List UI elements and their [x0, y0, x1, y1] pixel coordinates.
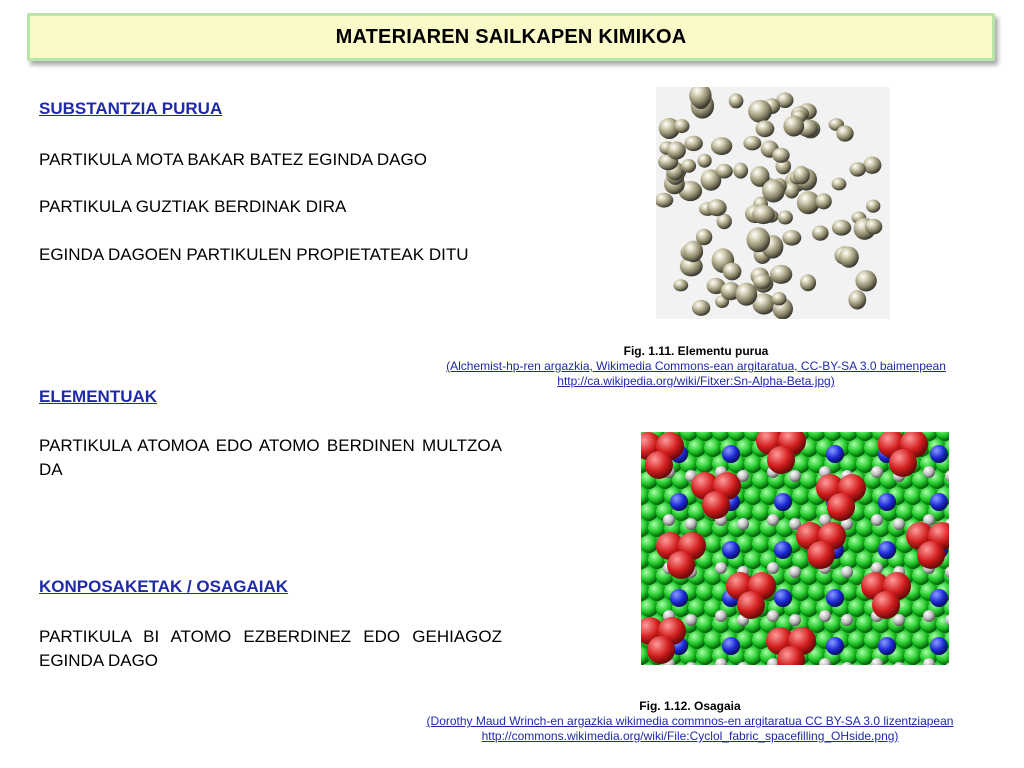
oxygen-atom [702, 491, 730, 519]
tin-pellet [863, 157, 881, 174]
figure-1-title: Fig. 1.11. Elementu purua [623, 344, 769, 358]
oxygen-atom [647, 636, 675, 664]
oxygen-atom [872, 591, 900, 619]
hydrogen-atom [685, 518, 697, 530]
carbon-atom [704, 535, 722, 553]
nitrogen-atom [930, 445, 948, 463]
tin-pellet [778, 211, 793, 225]
figure-2-credit-link[interactable]: (Dorothy Maud Wrinch-en argazkia wikimedia commnos-en argitaratua CC BY-SA 3.0 lizentziapean [426, 714, 954, 728]
nitrogen-atom [774, 541, 792, 559]
tin-pellet [782, 230, 801, 246]
heading-konposaketak: KONPOSAKETAK / OSAGAIAK [39, 577, 289, 596]
hydrogen-atom [767, 610, 779, 622]
oxygen-atom [667, 551, 695, 579]
oxygen-atom [889, 449, 917, 477]
carbon-atom [912, 631, 930, 649]
carbon-atom [904, 487, 922, 505]
hydrogen-atom [871, 514, 883, 526]
tin-pellet [772, 148, 789, 163]
nitrogen-atom [670, 493, 688, 511]
hydrogen-atom [767, 514, 779, 526]
carbon-atom [704, 631, 722, 649]
hydrogen-atom [715, 562, 727, 574]
nitrogen-atom [930, 493, 948, 511]
nitrogen-atom [722, 637, 740, 655]
nitrogen-atom [826, 637, 844, 655]
carbon-atom [696, 583, 714, 601]
figure-1-caption [380, 344, 1012, 389]
oxygen-atom [827, 493, 855, 521]
carbon-atom [641, 535, 658, 553]
tin-pellet [692, 300, 710, 316]
nitrogen-atom [722, 541, 740, 559]
hydrogen-atom [893, 518, 905, 530]
tin-pellet [733, 163, 748, 179]
text-bi-atomo: PARTIKULA BI ATOMO EZBERDINEZ EDO GEHIAGOZ EGINDA DAGO [39, 627, 502, 670]
tin-pellet [855, 270, 876, 291]
hydrogen-atom [685, 614, 697, 626]
carbon-atom [688, 631, 706, 649]
tin-pellet [816, 193, 832, 209]
hydrogen-atom [789, 566, 801, 578]
carbon-atom [744, 551, 762, 569]
nitrogen-atom [722, 445, 740, 463]
tin-pellet [800, 274, 816, 291]
oxygen-atom [645, 451, 673, 479]
carbon-atom [648, 487, 666, 505]
hydrogen-atom [663, 514, 675, 526]
tin-pellet [681, 159, 696, 173]
tin-pellet [850, 162, 866, 176]
text-berdinak: PARTIKULA GUZTIAK BERDINAK DIRA [39, 197, 347, 216]
figure-2-caption [370, 699, 1010, 744]
hydrogen-atom [841, 566, 853, 578]
text-atomoa: PARTIKULA ATOMOA EDO ATOMO BERDINEN MULTZOA DA [39, 436, 502, 479]
tin-pellet [848, 290, 866, 309]
carbon-atom [848, 631, 866, 649]
tin-pellet [711, 137, 732, 155]
hydrogen-atom [737, 518, 749, 530]
carbon-atom [904, 647, 922, 665]
carbon-atom [752, 535, 770, 553]
tin-pellet [673, 279, 688, 291]
nitrogen-atom [826, 445, 844, 463]
tin-pellet [793, 166, 810, 184]
figure-1-credit-link[interactable]: (Alchemist-hp-ren argazkia, Wikimedia Commons-ean argitaratua, CC-BY-SA 3.0 baimenpean [446, 359, 946, 373]
tin-pellet [747, 227, 771, 252]
nitrogen-atom [878, 541, 896, 559]
tin-pellet [707, 199, 727, 216]
carbon-atom [696, 455, 714, 473]
nitrogen-atom [774, 493, 792, 511]
tin-pellet [832, 220, 851, 236]
carbon-atom [744, 647, 762, 665]
carbon-atom [800, 567, 818, 585]
carbon-atom [704, 439, 722, 457]
hydrogen-atom [871, 466, 883, 478]
hydrogen-atom [819, 610, 831, 622]
page-title: MATERIAREN SAILKAPEN KIMIKOA [335, 25, 687, 48]
carbon-atom [696, 647, 714, 665]
tin-pellet [836, 125, 853, 141]
carbon-atom [641, 567, 658, 585]
nitrogen-atom [878, 493, 896, 511]
tin-pellet [866, 200, 880, 213]
text-propietateak: EGINDA DAGOEN PARTIKULEN PROPIETATEAK DITU [39, 245, 469, 264]
tin-pellet [684, 136, 703, 151]
tin-pellet [736, 283, 758, 306]
nitrogen-atom [930, 637, 948, 655]
nitrogen-atom [878, 637, 896, 655]
carbon-atom [896, 631, 914, 649]
hydrogen-atom [789, 614, 801, 626]
tin-pellet [756, 120, 775, 137]
carbon-atom [696, 615, 714, 633]
carbon-atom [800, 599, 818, 617]
text-mota-bakar: PARTIKULA MOTA BAKAR BATEZ EGINDA DAGO [39, 150, 427, 169]
carbon-atom [800, 471, 818, 489]
tin-pellet [683, 241, 703, 263]
tin-pellet [716, 164, 733, 179]
hydrogen-atom [767, 562, 779, 574]
tin-pellet [770, 265, 792, 284]
heading-substantzia-purua: SUBSTANTZIA PURUA [39, 99, 223, 118]
carbon-atom [848, 535, 866, 553]
carbon-atom [848, 599, 866, 617]
tin-pellets-photo [656, 87, 890, 319]
figure-1-url-link[interactable]: http://ca.wikipedia.org/wiki/Fitxer:Sn-Alpha-Beta.jpg) [557, 374, 835, 388]
carbon-atom [744, 455, 762, 473]
hydrogen-atom [715, 610, 727, 622]
tin-pellet [772, 292, 787, 305]
hydrogen-atom [923, 610, 935, 622]
hydrogen-atom [923, 466, 935, 478]
carbon-atom [792, 583, 810, 601]
oxygen-atom [917, 541, 945, 569]
tin-pellet [723, 263, 742, 281]
carbon-atom [641, 599, 658, 617]
nitrogen-atom [774, 589, 792, 607]
carbon-atom [648, 583, 666, 601]
tin-pellet [729, 93, 744, 108]
nitrogen-atom [826, 589, 844, 607]
tin-pellet [743, 136, 761, 150]
tin-pellet [839, 247, 859, 268]
tin-pellet [762, 179, 785, 202]
tin-pellet [748, 100, 772, 123]
heading-elementuak: ELEMENTUAK [39, 387, 158, 406]
figure-2-url-link[interactable]: http://commons.wikimedia.org/wiki/File:Cyclol_fabric_spacefilling_OHside.png) [481, 729, 899, 743]
carbon-atom [744, 487, 762, 505]
tin-pellet [698, 154, 712, 168]
nitrogen-atom [930, 589, 948, 607]
carbon-atom [848, 439, 866, 457]
title-banner [27, 13, 995, 61]
hydrogen-atom [841, 614, 853, 626]
tin-pellet [656, 193, 673, 208]
carbon-atom [688, 439, 706, 457]
molecule-model-photo [641, 432, 949, 665]
hydrogen-atom [789, 470, 801, 482]
nitrogen-atom [670, 589, 688, 607]
tin-pellet [832, 178, 847, 191]
carbon-atom [800, 503, 818, 521]
carbon-atom [641, 503, 658, 521]
tin-pellet [783, 116, 804, 137]
carbon-atom [792, 487, 810, 505]
tin-pellet [674, 119, 689, 133]
oxygen-atom [807, 541, 835, 569]
oxygen-atom [767, 446, 795, 474]
carbon-atom [808, 583, 826, 601]
tin-pellet [753, 274, 771, 289]
oxygen-atom [737, 591, 765, 619]
tin-pellet [752, 205, 775, 224]
tin-pellet [812, 226, 829, 241]
figure-2-title: Fig. 1.12. Osagaia [639, 699, 741, 713]
tin-pellet [667, 141, 686, 159]
carbon-atom [904, 615, 922, 633]
tin-pellet [865, 219, 882, 235]
